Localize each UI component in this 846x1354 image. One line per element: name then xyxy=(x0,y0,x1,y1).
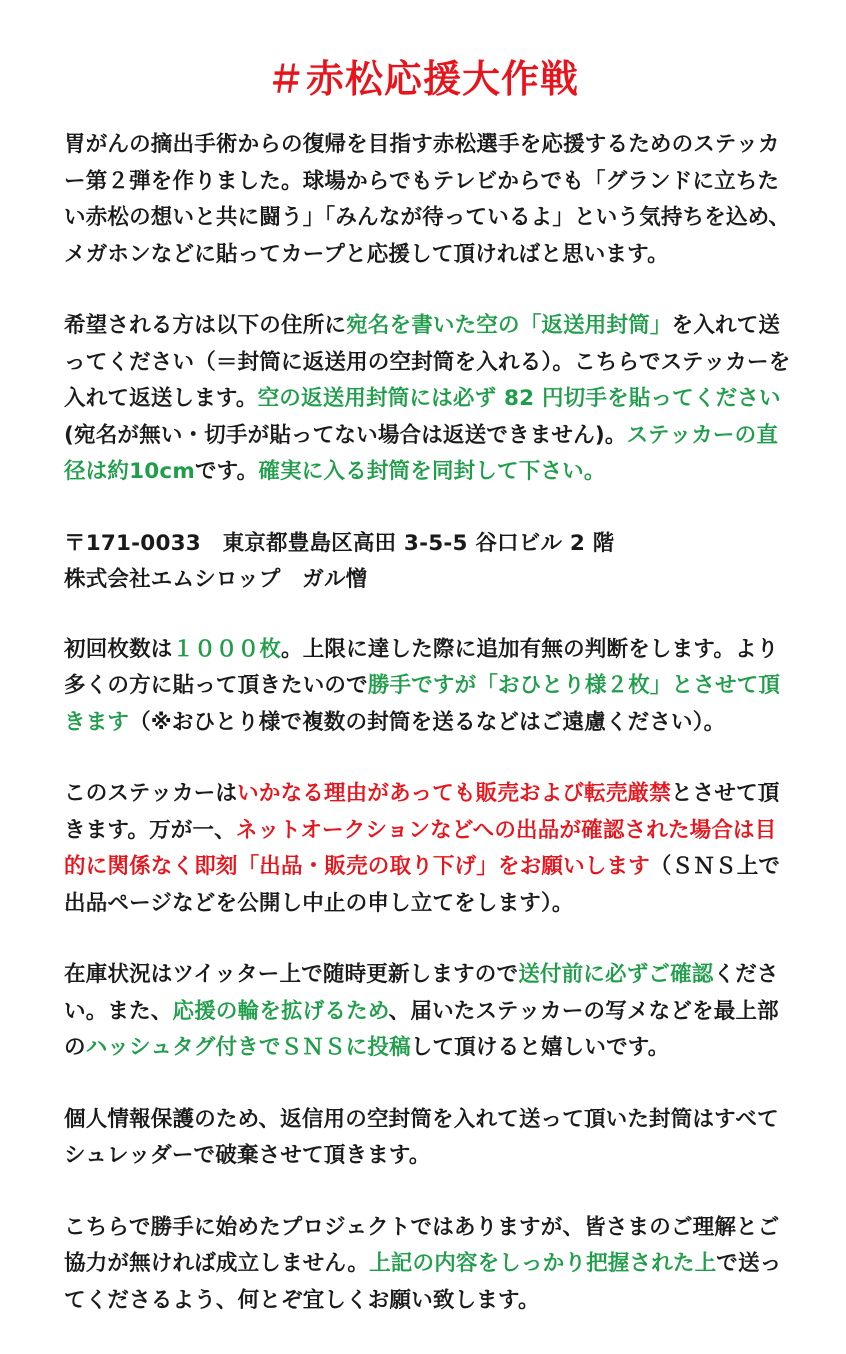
page-title: ＃赤松応援大作戦 xyxy=(266,57,579,101)
highlight-red: いかなる理由があっても販売および転売厳禁 xyxy=(237,781,671,806)
highlight-green: 上記の内容をしっかり把握された上 xyxy=(369,1251,717,1276)
text-segment: このステッカーは xyxy=(64,781,238,806)
resale-paragraph xyxy=(64,776,794,922)
text-segment: (宛名が無い・切手が貼ってない場合は返送できません)。 xyxy=(64,422,627,448)
text-segment: ください。また、 xyxy=(64,962,779,1024)
highlight-green: 空の返送用封筒には必ず 82 円切手を貼ってください xyxy=(257,386,781,411)
text-segment: 胃がんの摘出手術からの復帰を目指す赤松選手を応援するためのステッカー第２弾を作りました。球場からでもテレビからでも「グランドに立ちたい赤松の想いと共に闘う」「みんなが待っているよ」という気持ちを込め、メガホンなどに貼ってカープと応援して頂ければと思います。 xyxy=(64,132,791,267)
closing-paragraph xyxy=(64,1210,794,1320)
text-segment: 在庫状況はツイッター上で随時更新しますので xyxy=(64,962,519,987)
text-segment: とさせて頂きます。万が一、 xyxy=(64,781,780,843)
text-segment: で送ってくださるよう、何とぞ宜しくお願い致します。 xyxy=(64,1251,782,1313)
document-body xyxy=(64,127,794,1354)
request-paragraph xyxy=(64,308,794,491)
text-segment: 初回枚数は xyxy=(64,636,173,662)
text-segment: 。上限に達した際に追加有無の判断をします。より多くの方に貼って頂きたいので xyxy=(64,636,779,698)
highlight-green: ステッカーの直径は約10cm xyxy=(64,422,779,484)
highlight-green: 勝手ですが「おひとり様２枚」とさせて頂きます xyxy=(64,673,781,735)
highlight-green: ハッシュタグ付きでＳＮＳに投稿 xyxy=(85,1035,411,1060)
highlight-green: １０００枚 xyxy=(172,636,282,662)
intro-paragraph xyxy=(64,127,794,273)
text-segment: 、届いたステッカーの写メなどを最上部の xyxy=(64,998,779,1060)
highlight-green: 確実に入る封筒を同封して下さい。 xyxy=(258,459,606,484)
text-segment: して頂けると嬉しいです。 xyxy=(410,1035,670,1060)
stock-paragraph xyxy=(64,957,794,1067)
highlight-green: 宛名を書いた空の「返送用封筒」 xyxy=(346,313,672,338)
quantity-paragraph xyxy=(64,632,794,742)
text-segment: （※おひとり様で複数の封筒を送るなどはご遠慮ください）。 xyxy=(129,709,726,735)
text-segment: （ＳＮＳ上で出品ページなどを公開し中止の申し立てをします）。 xyxy=(64,854,781,916)
text-segment: を入れて送ってください（＝封筒に返送用の空封筒を入れる）。こちらでステッカーを入れて返送します。 xyxy=(64,313,791,411)
text-segment: 希望される方は以下の住所に xyxy=(64,313,347,338)
text-segment: こちらで勝手に始めたプロジェクトではありますが、皆さまのご理解とご協力が無ければ成立しません。 xyxy=(64,1214,780,1276)
text-segment: 個人情報保護のため、返信用の空封筒を入れて送って頂いた封筒はすべてシュレッダーで破棄させて頂きます。 xyxy=(64,1106,779,1168)
highlight-red: ネットオークションなどへの出品が確認された場合は目的に関係なく即刻「出品・販売の取り下げ」をお願いします xyxy=(64,817,777,879)
highlight-green: 応援の輪を拡げるため xyxy=(172,998,389,1024)
postal-address-line: 〒171-0033 東京都豊島区高田 3-5-5 谷口ビル 2 階 xyxy=(64,530,615,556)
highlight-green: 送付前に必ずご確認 xyxy=(518,962,714,987)
text-segment: です。 xyxy=(194,459,259,484)
address-paragraph xyxy=(64,526,794,599)
recipient-line: 株式会社エムシロップ ガル憎 xyxy=(64,567,368,592)
privacy-paragraph xyxy=(64,1102,794,1175)
